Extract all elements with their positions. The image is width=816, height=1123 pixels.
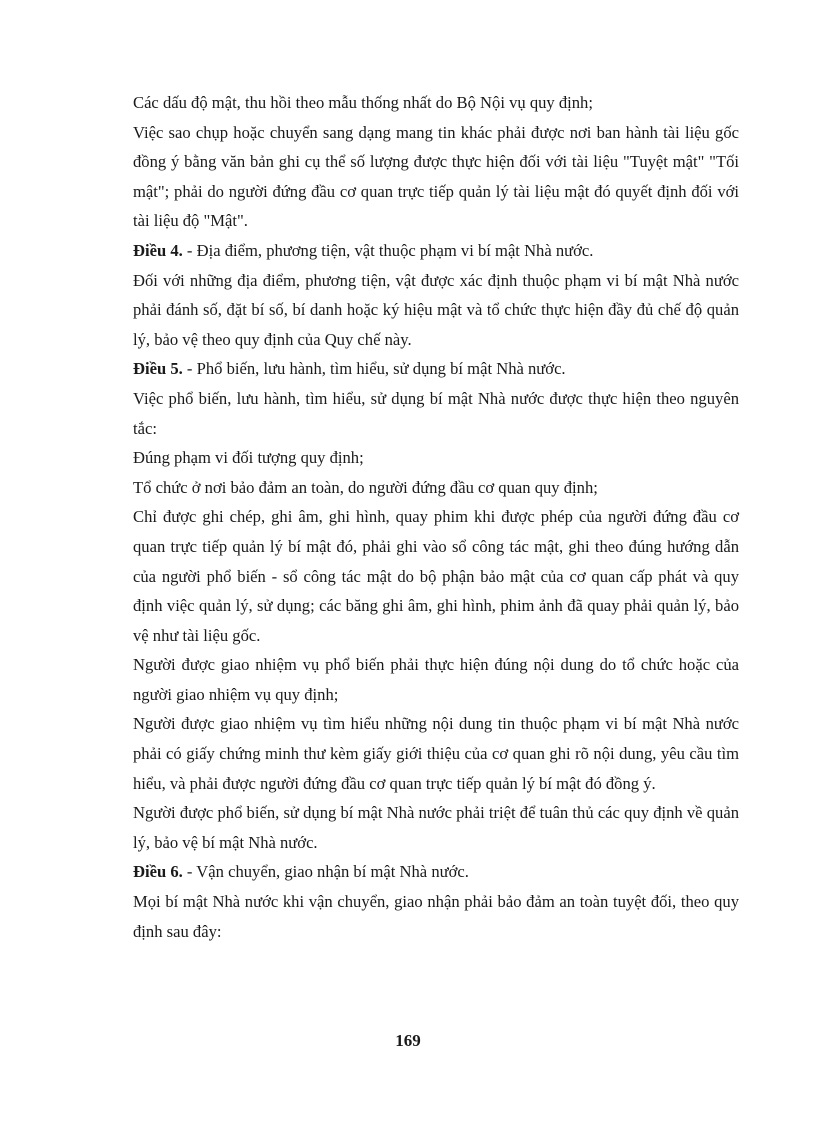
article-heading: Điều 6. - Vận chuyển, giao nhận bí mật Nhà nước. [133,862,469,882]
paragraph: Mọi bí mật Nhà nước khi vận chuyển, giao nhận phải bảo đảm an toàn tuyệt đối, theo quy định sau đây: [133,892,739,941]
article-number: Điều 5. [133,359,183,379]
article-heading: Điều 5. - Phổ biến, lưu hành, tìm hiểu, sử dụng bí mật Nhà nước. [133,359,566,379]
paragraph: Việc sao chụp hoặc chuyển sang dạng mang tin khác phải được nơi ban hành tài liệu gốc đồng ý bằng văn bản ghi cụ thể số lượng được thực hiện đối với tài liệu "Tuyệt mật" "Tối mật"; phải do người đứng đầu cơ quan trực tiếp quản lý tài liệu mật đó quyết định đối với tài liệu độ "Mật". [133,122,739,231]
paragraph: Chỉ được ghi chép, ghi âm, ghi hình, quay phim khi được phép của người đứng đầu cơ quan trực tiếp quản lý bí mật đó, phải ghi vào sổ công tác mật, ghi theo đúng hướng dẫn của người phổ biến - sổ công tác mật do bộ phận bảo mật của cơ quan cấp phát và quy định việc quản lý, sử dụng; các băng ghi âm, ghi hình, phim ảnh đã quay phải quản lý, bảo vệ như tài liệu gốc. [133,507,739,645]
article-number: Điều 6. [133,862,183,882]
paragraph: Việc phổ biến, lưu hành, tìm hiểu, sử dụng bí mật Nhà nước được thực hiện theo nguyên tắc: [133,388,739,438]
paragraph: Người được phổ biến, sử dụng bí mật Nhà nước phải triệt để tuân thủ các quy định về quản lý, bảo vệ bí mật Nhà nước. [133,803,739,852]
paragraph: Người được giao nhiệm vụ tìm hiểu những nội dung tin thuộc phạm vi bí mật Nhà nước phải có giấy chứng minh thư kèm giấy giới thiệu của cơ quan ghi rõ nội dung, yêu cầu tìm hiểu, và phải được người đứng đầu cơ quan trực tiếp quản lý bí mật đó đồng ý. [133,714,739,793]
document-body [133,88,739,946]
paragraph: Các dấu độ mật, thu hồi theo mẫu thống nhất do Bộ Nội vụ quy định; [133,93,593,112]
paragraph: Đúng phạm vi đối tượng quy định; [133,448,364,468]
article-number: Điều 4. [133,240,183,260]
paragraph: Người được giao nhiệm vụ phổ biến phải thực hiện đúng nội dung do tổ chức hoặc của người giao nhiệm vụ quy định; [133,655,739,704]
page-number: 169 [395,1031,421,1050]
paragraph: Tổ chức ở nơi bảo đảm an toàn, do người đứng đầu cơ quan quy định; [133,477,598,497]
paragraph: Đối với những địa điểm, phương tiện, vật được xác định thuộc phạm vi bí mật Nhà nước phải đánh số, đặt bí số, bí danh hoặc ký hiệu mật và tổ chức thực hiện đầy đủ chế độ quản lý, bảo vệ theo quy định của Quy chế này. [133,270,739,349]
article-heading: Điều 4. - Địa điểm, phương tiện, vật thuộc phạm vi bí mật Nhà nước. [133,240,594,260]
